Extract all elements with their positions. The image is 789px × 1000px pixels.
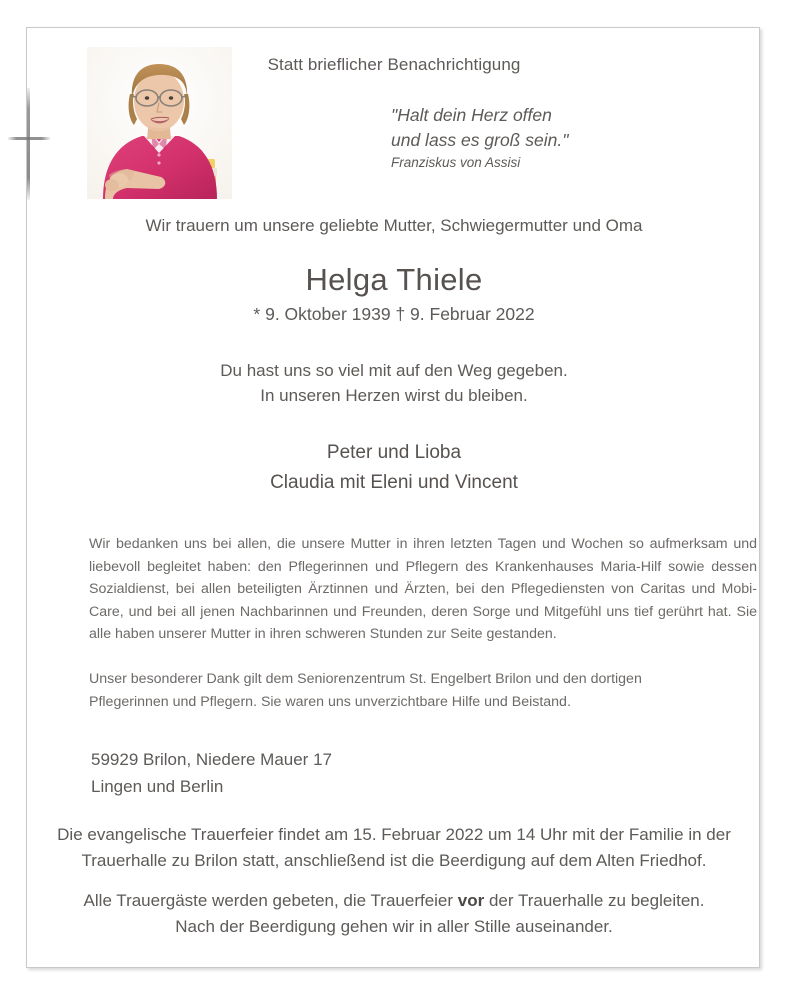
service-info [57,822,731,940]
life-dates: * 9. Oktober 1939 † 9. Februar 2022 [253,304,535,324]
thanks-paragraph-2 [89,668,757,713]
service-paragraph-3: Nach der Beerdigung gehen wir in aller Stille auseinander. [175,917,613,936]
obituary-card [26,27,760,968]
thanks-paragraph-2-line-1: Unser besonderer Dank gilt dem Seniorenzentrum St. Engelbert Brilon und den dortigen [89,670,642,687]
farewell-line-1: Du hast uns so viel mit auf den Weg gegeben. [220,361,568,380]
survivor-line-1: Peter und Lioba [326,442,462,463]
thanks-section [89,533,757,713]
deceased-name: Helga Thiele [305,262,483,297]
top-band [27,28,761,203]
quote-line-1: "Halt dein Herz offen [391,105,552,125]
main-block [27,214,761,498]
quote-block [391,103,731,173]
service-text-after: der Trauerhalle zu begleiten. [484,891,705,910]
thanks-paragraph-2-line-2: Pflegerinnen und Pflegern. Sie waren uns unverzichtbare Hilfe und Beistand. [89,693,571,710]
farewell-line-2: In unseren Herzen wirst du bleiben. [260,386,528,405]
quote-line-2: und lass es groß sein." [391,130,569,150]
service-text-before: Alle Trauergäste werden gebeten, die Trauerfeier [83,891,458,910]
service-emphasis: vor [457,891,485,910]
farewell-message [27,358,761,408]
address-line-1: 59929 Brilon, Niedere Mauer 17 [91,750,332,769]
survivors-list [27,438,761,498]
notice-heading: Statt brieflicher Benachrichtigung [267,55,521,74]
service-paragraph-2 [57,888,731,914]
mourning-line: Wir trauern um unsere geliebte Mutter, Schwiegermutter und Oma [145,216,643,235]
address-line-2: Lingen und Berlin [91,777,224,796]
service-paragraph-1: Die evangelische Trauerfeier findet am 15. Februar 2022 um 14 Uhr mit der Familie in der Trauerhalle zu Brilon statt, anschließend ist die Beerdigung auf dem Alten Friedhof. [57,825,731,870]
cross-vertical-bar [27,88,30,200]
address-block [91,746,591,800]
quote-author: Franziskus von Assisi [391,155,521,170]
cross-horizontal-bar [8,137,50,140]
cross-icon [8,88,50,200]
survivor-line-2: Claudia mit Eleni und Vincent [270,472,518,493]
thanks-paragraph-1: Wir bedanken uns bei allen, die unsere Mutter in ihren letzten Tagen und Wochen so aufmerksam und liebevoll begleitet haben: den Pflegerinnen und Pflegern des Krankenhauses Maria-Hilf sowie dessen Sozialdienst, bei allen beteiligten Ärztinnen und Ärzten, bei den Pflegediensten von Caritas und Mobi-Care, und bei all jenen Nachbarinnen und Freunden, deren Sorge und Mitgefühl uns tief gerührt hat. Sie alle haben unserer Mutter in ihren schweren Stunden zur Seite gestanden. [89,536,757,643]
